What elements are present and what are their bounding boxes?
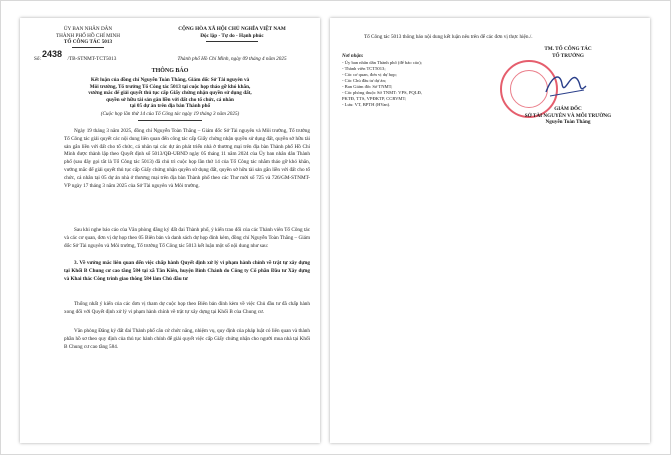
recipient-item: PKTĐ, TTS, VPĐKTP, CCRVMT; bbox=[342, 96, 407, 101]
paragraph-2: Sau khi nghe báo cáo của Văn phòng đăng ký đất đai Thành phố, ý kiến trao đổi của các Thành viên Tổ Công tác và các cơ quan, đơn vị dự họp theo 05 Biên bản và danh sách dự họp đính kèm, đồng chí Nguyễn Toàn Thắng – Giám đốc Sở Tài nguyên và Môi trường, Tổ trưởng Tổ Công tác 5013 kết luận một số nội dung như sau: bbox=[64, 227, 310, 249]
issuing-org: ỦY BAN NHÂN DÂN THÀNH PHỐ HỒ CHÍ MINH TỔ CÔNG TÁC 5013 bbox=[56, 26, 120, 46]
recipient-item: - Ban Giám đốc Sở TNMT; bbox=[342, 84, 393, 89]
paragraph-1: Ngày 19 tháng 3 năm 2025, đồng chí Nguyễn Toàn Thắng – Giám đốc Sở Tài nguyên và Môi trường, Tổ trưởng Tổ Công tác giải quyết các nội dung liên quan đến công tác cấp Giấy chứng nhận quyền sử dụng đất, quyền sở hữu tài sản gắn liền với đất cho tổ chức, cá nhân tại các dự án phát triển nhà ở thương mại trên địa bàn Thành phố Hồ Chí Minh được thành lập theo Quyết định số 5013/QĐ-UBND ngày 05 tháng 11 năm 2024 của Ủy ban nhân dân Thành phố (sau đây gọi tắt là Tổ Công tác 5013) đã chủ trì cuộc họp lần thứ 14 của Tổ Công tác nhằm tháo gỡ khó khăn, vướng mắc để giải quyết thủ tục cấp Giấy chứng nhận quyền sử dụng đất, quyền sở hữu tài sản gắn liền với đất cho tổ chức, cá nhân tại 05 dự án nhà ở thương mại trên địa bàn Thành phố theo các Thư mời số 725 và 726/GM-STNMT-VP ngày 17 tháng 3 năm 2025 của Sở Tài nguyên và Môi trường. bbox=[64, 128, 310, 189]
document-title: THÔNG BÁO bbox=[151, 68, 189, 74]
document-page-1 bbox=[20, 18, 320, 443]
recipient-item: - Lưu: VT, BPTH (HVan). bbox=[342, 102, 391, 107]
signer-name: Nguyễn Toàn Thắng bbox=[545, 119, 591, 126]
received-stamp-number: 2438 bbox=[42, 49, 63, 59]
recipient-item: - Ủy ban nhân dân Thành phố (để báo cáo); bbox=[342, 60, 422, 65]
meeting-note: (Cuộc họp lần thứ 14 của Tổ Công tác ngày 19 tháng 3 năm 2025) bbox=[100, 111, 240, 117]
recipient-item: - Thành viên TCT5013; bbox=[342, 66, 386, 71]
closing-statement: Tổ Công tác 5013 thông báo nội dung kết luận nêu trên để các đơn vị thực hiện./. bbox=[364, 34, 533, 40]
paragraph-3: Thống nhất ý kiến của các đơn vị tham dự cuộc họp theo Biên bản đính kèm về việc Chủ đầu tư đã chấp hành xong đối với Quyết định xử lý vi phạm hành chính về trật tự xây dựng tại Khối B của Chung cư. bbox=[64, 301, 310, 315]
doc-number: Số: /TB-STNMT-TCT5013 bbox=[34, 56, 117, 62]
signature-header: TM. TỔ CÔNG TÁC TỔ TRƯỞNG bbox=[544, 46, 592, 59]
recipient-item: - Các cơ quan, đơn vị dự họp; bbox=[342, 72, 397, 77]
signer-block: GIÁM ĐỐC SỞ TÀI NGUYÊN VÀ MÔI TRƯỜNG Nguyễn Toàn Thắng bbox=[506, 106, 630, 126]
motto-underline bbox=[206, 41, 258, 42]
title-underline bbox=[138, 120, 202, 121]
national-header: CỘNG HÒA XÃ HỘI CHỦ NGHĨA VIỆT NAM Độc lập - Tự do - Hạnh phúc bbox=[178, 26, 286, 39]
date-line: Thành phố Hồ Chí Minh, ngày 09 tháng 4 năm 2025 bbox=[177, 56, 287, 62]
org-underline bbox=[72, 47, 104, 48]
recipient-item: - Các Chủ đầu tư dự án; bbox=[342, 78, 387, 83]
recipient-item: - Các phòng thuộc Sở TNMT: VPS, PQLĐ, bbox=[342, 90, 422, 95]
recipients-list: Nơi nhận: - Ủy ban nhân dân Thành phố (để báo cáo); - Thành viên TCT5013; - Các cơ quan, đơn vị dự họp; - Các Chủ đầu tư dự án; - Ban Giám đốc Sở TNMT; - Các phòng thuộc Sở TNMT: VPS, PQLĐ, PKTĐ, TTS, VPĐKTP, CCRVMT; - Lưu: VT, BPTH (HVan). bbox=[342, 54, 482, 108]
document-page-2 bbox=[330, 18, 650, 443]
signature-icon bbox=[542, 66, 592, 102]
section-heading-3: 3. Về vướng mắc liên quan đến việc chấp hành Quyết định xử lý vi phạm hành chính về trật tự xây dựng tại Khối B Chung cư cao tầng 584 tại xã Tân Kiên, huyện Bình Chánh do Công ty Cổ phần Đầu tư Xây dựng và Khai thác Công trình giao thông 584 làm Chủ đầu tư bbox=[64, 260, 310, 282]
document-subtitle: Kết luận của đồng chí Nguyễn Toàn Thắng, Giám đốc Sở Tài nguyên và Môi trường, Tổ trưởng Tổ Công tác 5013 tại cuộc họp tháo gỡ khó khăn, vướng mắc để giải quyết thủ tục cấp Giấy chứng nhận quyền sử dụng đất, quyền sở hữu tài sản gắn liền với đất cho tổ chức, cá nhân tại 05 dự án trên địa bàn Thành phố bbox=[88, 77, 252, 110]
paragraph-4: Văn phòng Đăng ký đất đai Thành phố căn cứ chức năng, nhiệm vụ, quy định của pháp luật có liên quan và thành phần hồ sơ theo quy định của thủ tục hành chính để giải quyết việc cấp Giấy chứng nhận cho người mua nhà tại Khối B Chung cư cao tầng 584. bbox=[64, 328, 310, 350]
